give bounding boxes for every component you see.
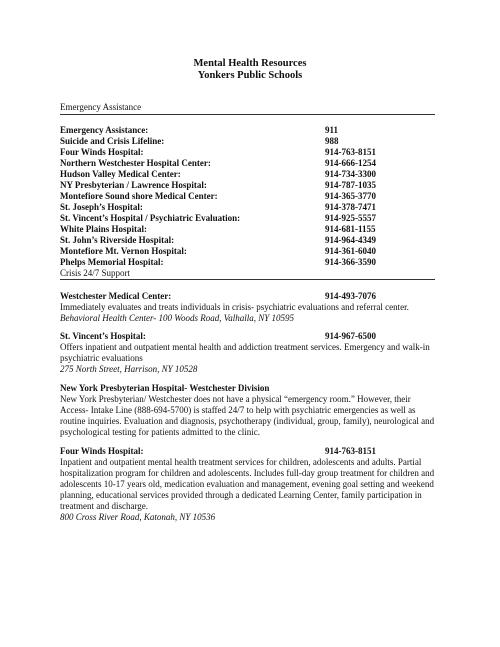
contact-number: 914-787-1035	[325, 180, 376, 190]
contact-label: White Plains Hospital:	[60, 224, 148, 234]
contact-label: Montefiore Sound shore Medical Center:	[60, 191, 218, 201]
crisis-entry	[60, 383, 438, 438]
crisis-entry	[60, 331, 438, 375]
document-subtitle: Yonkers Public Schools	[197, 70, 303, 81]
document-title: Mental Health Resources	[193, 58, 307, 69]
crisis-entry	[60, 291, 438, 324]
contact-label: NY Presbyterian / Lawrence Hospital:	[60, 180, 207, 190]
emergency-section-heading: Emergency Assistance	[60, 102, 142, 112]
contact-number: 914-378-7471	[325, 202, 376, 212]
contact-label: Phelps Memorial Hospital:	[60, 257, 164, 267]
entry-name: Westchester Medical Center:	[60, 291, 172, 301]
entry-phone: 914-493-7076	[325, 291, 376, 301]
contact-number: 914-361-6040	[325, 246, 376, 256]
entry-address: Behavioral Health Center- 100 Woods Road, Valhalla, NY 10595	[60, 313, 294, 323]
contact-number: 914-681-1155	[325, 224, 376, 234]
contact-number: 914-366-3590	[325, 257, 376, 267]
crisis-section-heading: Crisis 24/7 Support	[60, 268, 131, 278]
crisis-entry	[60, 446, 438, 523]
contact-label: Emergency Assistance:	[60, 125, 149, 135]
contact-label: Four Winds Hospital:	[60, 147, 144, 157]
contact-number: 914-734-3300	[325, 169, 376, 179]
entry-phone: 914-763-8151	[325, 446, 376, 456]
contact-label: St. Joseph’s Hospital:	[60, 202, 143, 212]
entry-address: 275 North Street, Harrison, NY 10528	[60, 364, 198, 374]
entry-description: Offers inpatient and outpatient mental health and addiction treatment services. Emergency and walk-in psychiatric evaluations	[60, 342, 430, 363]
contact-number: 914-964-4349	[325, 235, 376, 245]
contact-row	[60, 256, 435, 268]
entry-phone: 914-967-6500	[325, 331, 376, 341]
entry-name: St. Vincent’s Hospital:	[60, 331, 146, 341]
emergency-section-rule	[60, 114, 435, 115]
entry-description: New York Presbyterian/ Westchester does not have a physical “emergency room.” However, their Access- Intake Line (888-694-5700) is staffed 24/7 to help with psychiatric emergencies as well as routine inquiries. Evaluation and diagnosis, psychotherapy (individual, group, family), neurological and psychological testing for patients admitted to the clinic.	[60, 394, 435, 437]
contact-label: Montefiore Mt. Vernon Hospital:	[60, 246, 187, 256]
entry-name: New York Presbyterian Hospital- Westchester Division	[60, 383, 270, 393]
contact-label: Northern Westchester Hospital Center:	[60, 158, 211, 168]
entry-name: Four Winds Hospital:	[60, 446, 144, 456]
contact-label: Suicide and Crisis Lifeline:	[60, 136, 165, 146]
contact-number: 911	[325, 125, 339, 135]
contact-number: 914-666-1254	[325, 158, 376, 168]
entry-description: Inpatient and outpatient mental health treatment services for children, adolescents and adults. Partial hospitalization program for children and adolescents. Includes full-day group treatment for children and adolescents 10-17 years old, medication evaluation and management, evening goal setting and weekend planning, educational services provided through a dedicated Learning Center, family participation in treatment and discharge.	[60, 457, 435, 511]
contact-label: St. John’s Riverside Hospital:	[60, 235, 175, 245]
contact-number: 914-365-3770	[325, 191, 376, 201]
entry-description: Immediately evaluates and treats individuals in crisis- psychiatric evaluations and referral center.	[60, 302, 409, 312]
contact-label: Hudson Valley Medical Center:	[60, 169, 181, 179]
contact-label: St. Vincent’s Hospital / Psychiatric Evaluation:	[60, 213, 241, 223]
entry-address: 800 Cross River Road, Katonah, NY 10536	[60, 512, 216, 522]
crisis-section-rule	[60, 279, 435, 280]
contact-number: 914-763-8151	[325, 147, 376, 157]
contact-number: 914-925-5557	[325, 213, 376, 223]
contact-number: 988	[325, 136, 339, 146]
